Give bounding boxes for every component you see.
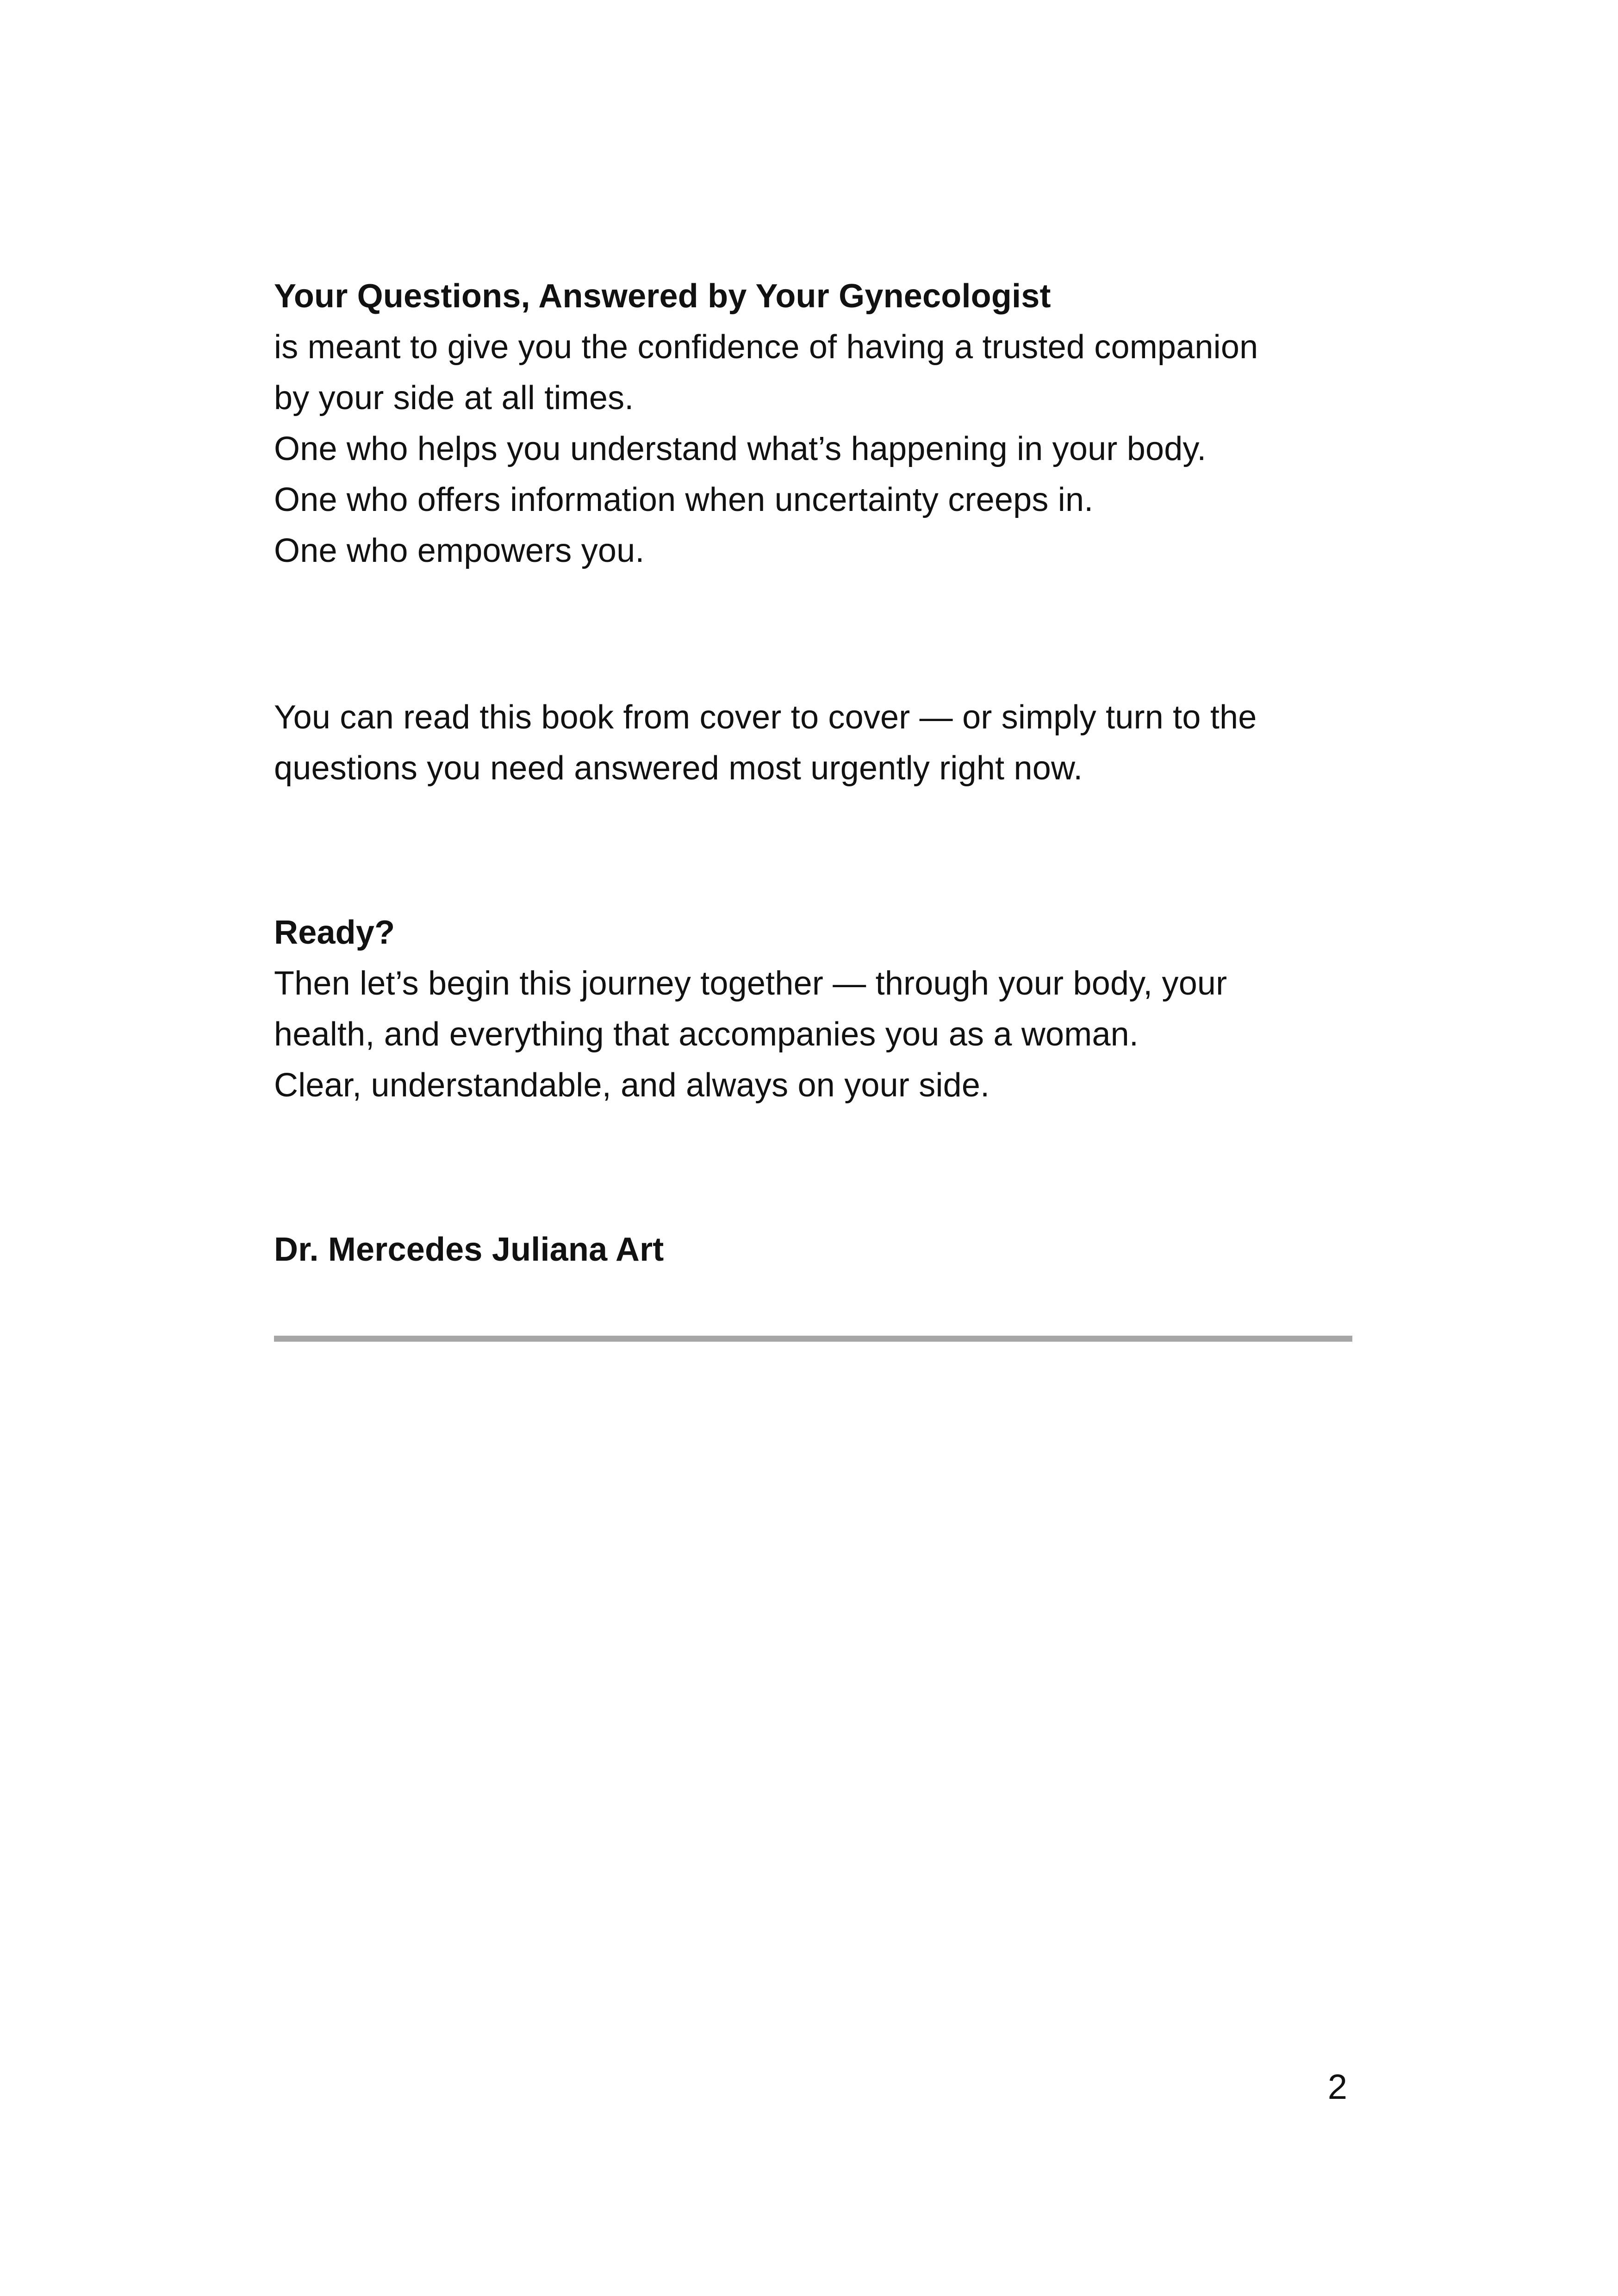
horizontal-rule	[274, 1336, 1352, 1342]
intro-section	[274, 271, 1352, 576]
author-name: Dr. Mercedes Juliana Art	[274, 1231, 664, 1268]
intro-line: One who empowers you.	[274, 532, 645, 569]
intro-line: is meant to give you the confidence of having a trusted companion	[274, 329, 1258, 366]
reading-line: questions you need answered most urgently right now.	[274, 750, 1083, 787]
reading-section	[274, 692, 1352, 794]
ready-heading: Ready?	[274, 914, 395, 951]
page-number: 2	[1327, 2067, 1347, 2107]
author-section	[274, 1224, 1352, 1275]
ready-section	[274, 907, 1352, 1111]
intro-line: One who helps you understand what’s happening in your body.	[274, 430, 1207, 467]
intro-line: One who offers information when uncertainty creeps in.	[274, 481, 1094, 518]
ready-line: health, and everything that accompanies you as a woman.	[274, 1016, 1139, 1053]
ready-line: Clear, understandable, and always on your side.	[274, 1067, 990, 1104]
ready-line: Then let’s begin this journey together — through your body, your	[274, 965, 1227, 1002]
intro-line: by your side at all times.	[274, 380, 634, 417]
intro-heading: Your Questions, Answered by Your Gynecologist	[274, 278, 1051, 315]
reading-line: You can read this book from cover to cover — or simply turn to the	[274, 699, 1257, 736]
